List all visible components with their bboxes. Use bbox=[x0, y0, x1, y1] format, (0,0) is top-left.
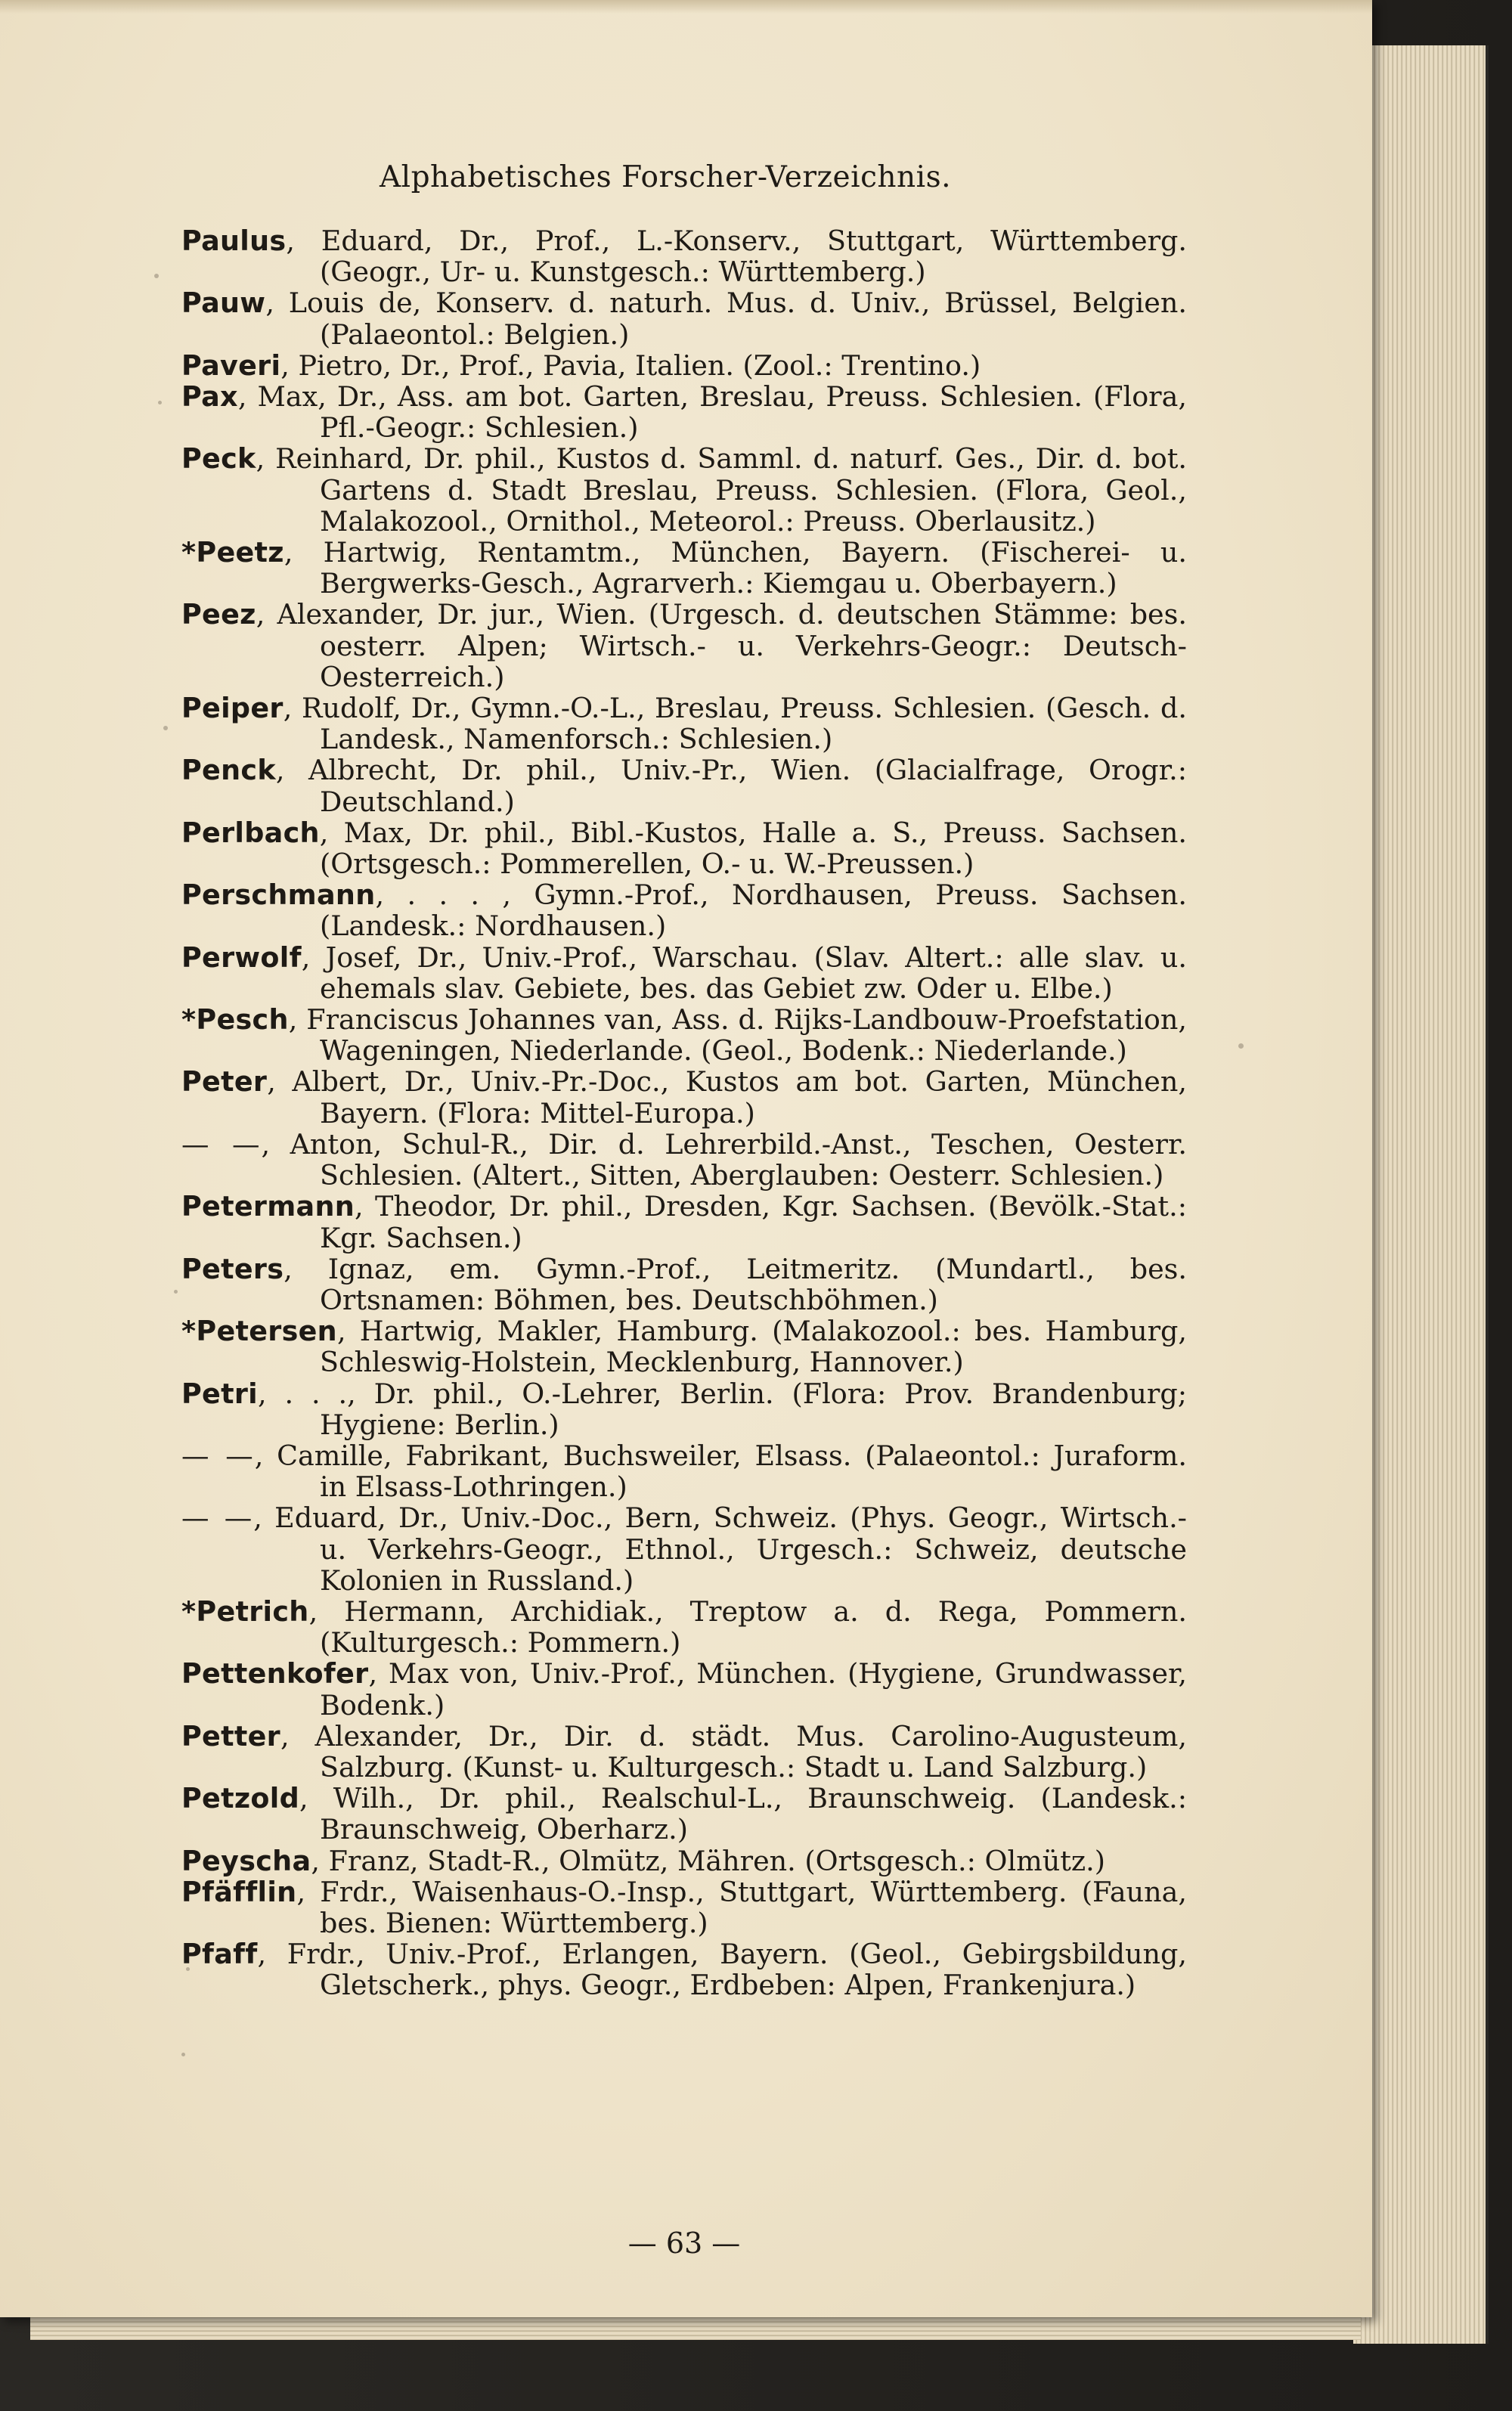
entry-text: , Hermann, Archidiak., Treptow a. d. Rega, Pommern. (Kulturgesch.: Pommern.) bbox=[308, 1594, 1187, 1659]
page-number: — 63 — bbox=[627, 2227, 741, 2260]
entry-text: , Eduard, Dr., Univ.-Doc., Bern, Schweiz. (Phys. Geogr., Wirtsch.- u. Verkehrs-Geogr., Ethnol., Urgesch.: Schweiz, deutsche Kolonien in Russland.) bbox=[253, 1501, 1187, 1597]
entry-name: Petermann bbox=[181, 1190, 355, 1223]
entry-name: Perschmann bbox=[181, 879, 376, 912]
entry-marker: * bbox=[181, 1003, 197, 1037]
entry-name: Petersen bbox=[196, 1315, 337, 1348]
entry-name: Peyscha bbox=[181, 1844, 311, 1877]
entry-text: , Hartwig, Makler, Hamburg. (Malakozool.: bes. Hamburg, Schleswig-Holstein, Mecklenburg, Hannover.) bbox=[320, 1315, 1187, 1379]
entry-name: Petrich bbox=[196, 1594, 309, 1628]
entry bbox=[181, 1004, 1187, 1066]
entry-name: Perwolf bbox=[181, 941, 302, 974]
entry-text: , Louis de, Konserv. d. naturh. Mus. d. Univ., Brüssel, Belgien. (Palaeontol.: Belgien.) bbox=[265, 287, 1187, 351]
page-edges-right bbox=[1353, 45, 1489, 2344]
entry-text: , Wilh., Dr. phil., Realschul-L., Braunschweig. (Landesk.: Braunschweig, Oberharz.) bbox=[299, 1782, 1187, 1846]
running-head: Alphabetisches Forscher-Verzeichnis. bbox=[379, 160, 952, 194]
entry bbox=[181, 1254, 1187, 1316]
entry-text: , Theodor, Dr. phil., Dresden, Kgr. Sachsen. (Bevölk.-Stat.: Kgr. Sachsen.) bbox=[320, 1190, 1187, 1254]
speck bbox=[154, 274, 159, 278]
entry-text: , Albrecht, Dr. phil., Univ.-Pr., Wien. (Glacialfrage, Orogr.: Deutschland.) bbox=[275, 754, 1187, 818]
entry-text: , Hartwig, Rentamtm., München, Bayern. (Fischerei- u. Bergwerks-Gesch., Agrarverh.: Kiemgau u. Oberbayern.) bbox=[284, 536, 1187, 600]
entry-text: , Pietro, Dr., Prof., Pavia, Italien. (Zool.: Trentino.) bbox=[280, 349, 981, 382]
entry-name: Perlbach bbox=[181, 816, 320, 849]
entry bbox=[181, 225, 1187, 287]
entry bbox=[181, 599, 1187, 693]
entry-text: , Alexander, Dr., Dir. d. städt. Mus. Carolino-Augusteum, Salzburg. (Kunst- u. Kulturgesch.: Stadt u. Land Salzburg.) bbox=[280, 1719, 1187, 1783]
speck bbox=[181, 2053, 185, 2056]
entry-name: Peetz bbox=[196, 536, 284, 569]
speck bbox=[174, 1290, 178, 1294]
entry-name: — — bbox=[181, 1127, 262, 1161]
speck bbox=[186, 1967, 190, 1971]
entry-text: , Josef, Dr., Univ.-Prof., Warschau. (Slav. Altert.: alle slav. u. ehemals slav. Gebiete, bes. das Gebiet zw. Oder u. Elbe.) bbox=[301, 941, 1187, 1005]
entry-text: , Max von, Univ.-Prof., München. (Hygiene, Grundwasser, Bodenk.) bbox=[320, 1657, 1187, 1721]
entry-text: , Max, Dr. phil., Bibl.-Kustos, Halle a. S., Preuss. Sachsen. (Ortsgesch.: Pommerellen, O.- u. W.-Preussen.) bbox=[319, 816, 1187, 881]
entry bbox=[181, 1378, 1187, 1440]
entry bbox=[181, 817, 1187, 879]
entry-text: , Franciscus Johannes van, Ass. d. Rijks-Landbouw-Proefstation, Wageningen, Niederlande. (Geol., Bodenk.: Niederlande.) bbox=[288, 1003, 1187, 1068]
entry-text: , . . ., Dr. phil., O.-Lehrer, Berlin. (Flora: Prov. Brandenburg; Hygiene: Berlin.) bbox=[257, 1377, 1187, 1441]
entry bbox=[181, 1502, 1187, 1596]
entry-marker: * bbox=[181, 1594, 197, 1628]
entry bbox=[181, 1191, 1187, 1253]
entry bbox=[181, 1938, 1187, 2000]
entry-text: , Franz, Stadt-R., Olmütz, Mähren. (Ortsgesch.: Olmütz.) bbox=[311, 1844, 1105, 1877]
entry bbox=[181, 1845, 1187, 1876]
entry-name: Pettenkofer bbox=[181, 1657, 369, 1690]
entry-name: Petzold bbox=[181, 1782, 300, 1815]
entry bbox=[181, 443, 1187, 537]
entry-text: , Frdr., Univ.-Prof., Erlangen, Bayern. (Geol., Gebirgsbildung, Gletscherk., phys. Geogr., Erdbeben: Alpen, Frankenjura.) bbox=[257, 1938, 1187, 2002]
entry-marker: * bbox=[181, 1315, 197, 1348]
entry bbox=[181, 381, 1187, 443]
entry-name: — — bbox=[181, 1439, 255, 1472]
entry-list bbox=[181, 225, 1187, 2001]
entry-text: , Rudolf, Dr., Gymn.-O.-L., Breslau, Preuss. Schlesien. (Gesch. d. Landesk., Namenforsch.: Schlesien.) bbox=[283, 692, 1187, 756]
entry-name: Peck bbox=[181, 442, 256, 476]
page-top-shadow bbox=[0, 0, 1372, 14]
entry bbox=[181, 1721, 1187, 1783]
entry-name: Pesch bbox=[196, 1003, 289, 1037]
entry-text: , Ignaz, em. Gymn.-Prof., Leitmeritz. (Mundartl., bes. Ortsnamen: Böhmen, bes. Deutschböhmen.) bbox=[284, 1252, 1187, 1316]
entry-text: , Max, Dr., Ass. am bot. Garten, Breslau, Preuss. Schlesien. (Flora, Pfl.-Geogr.: Schlesien.) bbox=[237, 380, 1187, 445]
entry-text: , . . . , Gymn.-Prof., Nordhausen, Preuss. Sachsen. (Landesk.: Nordhausen.) bbox=[320, 879, 1187, 943]
entry bbox=[181, 693, 1187, 755]
entry bbox=[181, 1596, 1187, 1658]
entry bbox=[181, 1316, 1187, 1377]
entry-name: — — bbox=[181, 1501, 254, 1535]
speck bbox=[158, 401, 162, 404]
entry bbox=[181, 287, 1187, 349]
entry-text: , Camille, Fabrikant, Buchsweiler, Elsass. (Palaeontol.: Juraform. in Elsass-Lothringen.) bbox=[254, 1439, 1187, 1504]
entry-name: Pax bbox=[181, 380, 238, 414]
entry bbox=[181, 942, 1187, 1004]
entry bbox=[181, 1783, 1187, 1845]
entry-name: Peez bbox=[181, 598, 256, 631]
entry-name: Peters bbox=[181, 1252, 284, 1285]
entry-name: Pfaff bbox=[181, 1938, 258, 1971]
entry-name: Peter bbox=[181, 1065, 268, 1099]
speck bbox=[1238, 1043, 1244, 1049]
entry-marker: * bbox=[181, 536, 197, 569]
entry-text: , Anton, Schul-R., Dir. d. Lehrerbild.-Anst., Teschen, Oesterr. Schlesien. (Altert., Sitten, Aberglauben: Oesterr. Schlesien.) bbox=[261, 1127, 1187, 1192]
entry-name: Petri bbox=[181, 1377, 258, 1410]
entry bbox=[181, 879, 1187, 941]
speck bbox=[163, 726, 168, 730]
entry-text: , Alexander, Dr. jur., Wien. (Urgesch. d. deutschen Stämme: bes. oesterr. Alpen; Wirtsch.- u. Verkehrs-Geogr.: Deutsch-Oesterreich.) bbox=[256, 598, 1187, 693]
entry-text: , Eduard, Dr., Prof., L.-Konserv., Stuttgart, Württemberg. (Geogr., Ur- u. Kunstgesch.: Württemberg.) bbox=[286, 225, 1187, 289]
entry bbox=[181, 1658, 1187, 1720]
entry bbox=[181, 1129, 1187, 1191]
entry bbox=[181, 1440, 1187, 1502]
entry bbox=[181, 1876, 1187, 1938]
entry bbox=[181, 1066, 1187, 1128]
entry bbox=[181, 755, 1187, 817]
entry bbox=[181, 537, 1187, 599]
entry-text: , Frdr., Waisenhaus-O.-Insp., Stuttgart, Württemberg. (Fauna, bes. Bienen: Württemberg.) bbox=[296, 1875, 1187, 1939]
entry-name: Petter bbox=[181, 1719, 280, 1752]
entry-name: Pfäfflin bbox=[181, 1875, 297, 1908]
entry-name: Paveri bbox=[181, 349, 281, 382]
entry-name: Pauw bbox=[181, 287, 266, 320]
entry-name: Paulus bbox=[181, 225, 287, 257]
entry-text: , Albert, Dr., Univ.-Pr.-Doc., Kustos am bot. Garten, München, Bayern. (Flora: Mittel-Europa.) bbox=[267, 1065, 1187, 1130]
entry bbox=[181, 350, 1187, 381]
entry-text: , Reinhard, Dr. phil., Kustos d. Samml. d. naturf. Ges., Dir. d. bot. Gartens d. Stadt Breslau, Preuss. Schlesien. (Flora, Geol., Malakozool., Ornithol., Meteorol.: Preuss. Oberlausitz.) bbox=[256, 442, 1187, 538]
entry-name: Penck bbox=[181, 754, 276, 787]
entry-name: Peiper bbox=[181, 692, 284, 725]
